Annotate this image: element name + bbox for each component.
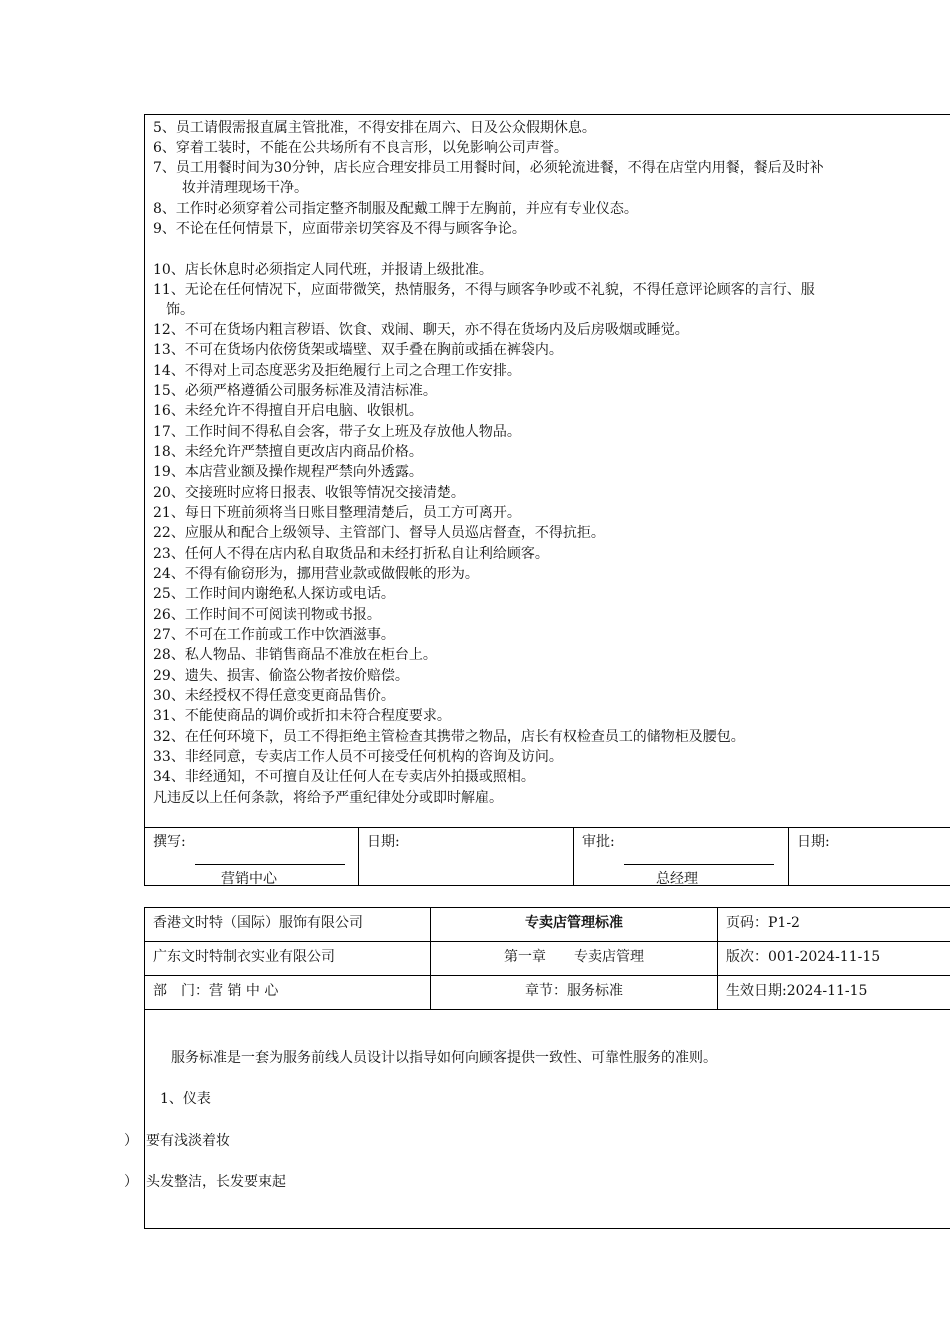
rule-item: 16、未经允许不得擅自开启电脑、收银机。 bbox=[153, 403, 423, 419]
rule-item: 32、在任何环境下，员工不得拒绝主管检查其携带之物品，店长有权检查员工的储物柜及腰包。 bbox=[153, 729, 745, 745]
rule-item: 14、不得对上司态度恶劣及拒绝履行上司之合理工作安排。 bbox=[153, 363, 521, 379]
rule-item: 20、交接班时应将日报表、收银等情况交接清楚。 bbox=[153, 485, 465, 501]
document-title: 专卖店管理标准 bbox=[430, 907, 718, 942]
company-name-gd: 广东文时特制衣实业有限公司 bbox=[144, 941, 431, 976]
rule-item: 25、工作时间内谢绝私人探访或电话。 bbox=[153, 586, 395, 602]
rule-item: 31、不能使商品的调价或折扣未符合程度要求。 bbox=[153, 708, 451, 724]
version: 版次：001-2024-11-15 bbox=[717, 941, 950, 976]
rule-item: 24、不得有偷窃形为，挪用营业款或做假帐的形为。 bbox=[153, 566, 479, 582]
section-item-heading: 1、仪表 bbox=[160, 1091, 211, 1107]
approver-cell bbox=[574, 828, 789, 885]
document-header-table bbox=[144, 907, 950, 1010]
rule-item: 21、每日下班前须将当日账目整理清楚后，员工方可离开。 bbox=[153, 505, 521, 521]
rule-item: 5、员工请假需报直属主管批准，不得安排在周六、日及公众假期休息。 bbox=[153, 120, 596, 136]
rule-item: 7、员工用餐时间为30分钟，店长应合理安排员工用餐时间，必须轮流进餐，不得在店堂内用餐，餐后及时补 bbox=[153, 160, 824, 176]
section-title: 章节：服务标准 bbox=[430, 975, 718, 1010]
date2-cell bbox=[789, 828, 950, 885]
writer-cell bbox=[145, 828, 359, 885]
rule-item: 15、必须严格遵循公司服务标准及清洁标准。 bbox=[153, 383, 437, 399]
list-marker: ） bbox=[124, 1174, 138, 1190]
rule-item: 19、本店营业额及操作规程严禁向外透露。 bbox=[153, 464, 423, 480]
rule-item: 33、非经同意，专卖店工作人员不可接受任何机构的咨询及访问。 bbox=[153, 749, 563, 765]
rule-item: 28、私人物品、非销售商品不准放在柜台上。 bbox=[153, 647, 437, 663]
rule-item: 凡违反以上任何条款，将给予严重纪律处分或即时解雇。 bbox=[153, 790, 503, 806]
list-marker: ） bbox=[124, 1133, 138, 1149]
rule-item: 17、工作时间不得私自会客，带子女上班及存放他人物品。 bbox=[153, 424, 521, 440]
rule-item-continued: 妆并清理现场干净。 bbox=[182, 180, 308, 196]
rule-item: 18、未经允许严禁擅自更改店内商品价格。 bbox=[153, 444, 423, 460]
rule-item: 10、店长休息时必须指定人同代班，并报请上级批准。 bbox=[153, 262, 493, 278]
service-standard-body bbox=[144, 1009, 950, 1229]
writer-signature-line bbox=[195, 864, 345, 865]
approver-signature-line bbox=[624, 864, 774, 865]
writer-dept: 营销中心 bbox=[221, 871, 277, 887]
rule-item: 13、不可在货场内依傍货架或墙壁、双手叠在胸前或插在裤袋内。 bbox=[153, 342, 563, 358]
date1-cell bbox=[359, 828, 574, 885]
approver-title: 总经理 bbox=[656, 871, 698, 887]
rule-item-continued: 饰。 bbox=[166, 302, 194, 318]
date1-label: 日期: bbox=[367, 834, 400, 850]
rule-item: 26、工作时间不可阅读刊物或书报。 bbox=[153, 607, 381, 623]
writer-label: 撰写: bbox=[153, 834, 186, 850]
rule-item: 27、不可在工作前或工作中饮酒滋事。 bbox=[153, 627, 395, 643]
rule-item: 30、未经授权不得任意变更商品售价。 bbox=[153, 688, 395, 704]
intro-paragraph: 服务标准是一套为服务前线人员设计以指导如何向顾客提供一致性、可靠性服务的准则。 bbox=[171, 1050, 717, 1066]
rules-section bbox=[144, 114, 950, 828]
rule-item: 29、遗失、损害、偷盗公物者按价赔偿。 bbox=[153, 668, 409, 684]
effective-date: 生效日期:2024-11-15 bbox=[717, 975, 950, 1010]
rule-item: 6、穿着工装时，不能在公共场所有不良言形，以免影响公司声誉。 bbox=[153, 140, 568, 156]
department: 部 门：营 销 中 心 bbox=[144, 975, 431, 1010]
list-item: 要有浅淡着妆 bbox=[146, 1133, 230, 1149]
rule-item: 9、不论在任何情景下，应面带亲切笑容及不得与顾客争论。 bbox=[153, 221, 526, 237]
rule-item: 8、工作时必须穿着公司指定整齐制服及配戴工牌于左胸前，并应有专业仪态。 bbox=[153, 201, 638, 217]
approver-label: 审批: bbox=[582, 834, 615, 850]
rule-item: 12、不可在货场内粗言秽语、饮食、戏闹、聊天，亦不得在货场内及后房吸烟或睡觉。 bbox=[153, 322, 689, 338]
date2-label: 日期: bbox=[797, 834, 830, 850]
page-number: 页码：P1-2 bbox=[717, 907, 950, 942]
chapter-title: 第一章 专卖店管理 bbox=[430, 941, 718, 976]
rule-item: 23、任何人不得在店内私自取货品和未经打折私自让利给顾客。 bbox=[153, 546, 549, 562]
signature-row bbox=[144, 827, 950, 886]
rule-item: 34、非经通知，不可擅自及让任何人在专卖店外拍摄或照相。 bbox=[153, 769, 535, 785]
rule-item: 11、无论在任何情况下，应面带微笑，热情服务，不得与顾客争吵或不礼貌，不得任意评论顾客的言行、服 bbox=[153, 282, 815, 298]
list-item: 头发整洁，长发要束起 bbox=[146, 1174, 286, 1190]
company-name-hk: 香港文时特（国际）服饰有限公司 bbox=[144, 907, 431, 942]
rule-item: 22、应服从和配合上级领导、主管部门、督导人员巡店督查，不得抗拒。 bbox=[153, 525, 605, 541]
